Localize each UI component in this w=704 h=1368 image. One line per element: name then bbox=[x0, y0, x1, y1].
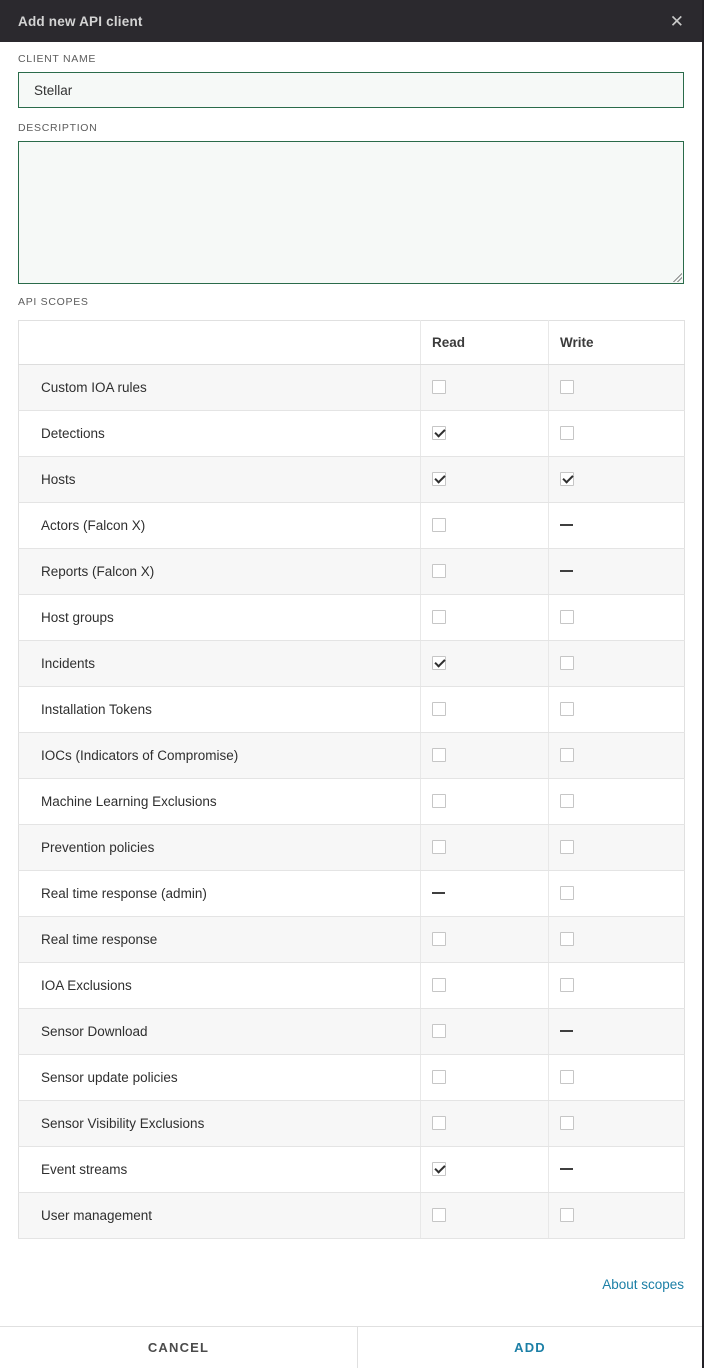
read-cell bbox=[421, 825, 549, 871]
dialog-title: Add new API client bbox=[18, 13, 143, 29]
read-cell bbox=[421, 365, 549, 411]
read-cell bbox=[421, 641, 549, 687]
scope-row bbox=[19, 687, 685, 733]
write-cell bbox=[549, 963, 685, 1009]
description-field-wrap bbox=[18, 141, 684, 284]
read-checkbox[interactable] bbox=[432, 932, 446, 946]
read-cell bbox=[421, 779, 549, 825]
write-cell bbox=[549, 917, 685, 963]
scope-row bbox=[19, 1101, 685, 1147]
client-name-label: CLIENT NAME bbox=[18, 53, 97, 65]
scope-name: User management bbox=[19, 1193, 421, 1239]
scope-row bbox=[19, 963, 685, 1009]
scope-name-column-header bbox=[19, 321, 421, 365]
write-checkbox[interactable] bbox=[560, 794, 574, 808]
scope-name: Prevention policies bbox=[19, 825, 421, 871]
read-cell bbox=[421, 917, 549, 963]
scope-name: Actors (Falcon X) bbox=[19, 503, 421, 549]
scope-row bbox=[19, 1009, 685, 1055]
read-checkbox[interactable] bbox=[432, 1116, 446, 1130]
read-checkbox[interactable] bbox=[432, 656, 446, 670]
client-name-input[interactable] bbox=[18, 72, 684, 108]
write-cell bbox=[549, 365, 685, 411]
read-cell bbox=[421, 871, 549, 917]
not-applicable-dash bbox=[560, 1030, 573, 1032]
read-checkbox[interactable] bbox=[432, 840, 446, 854]
scopes-table-body bbox=[19, 365, 685, 1239]
read-cell bbox=[421, 1009, 549, 1055]
write-checkbox[interactable] bbox=[560, 702, 574, 716]
description-input[interactable] bbox=[18, 141, 684, 284]
scope-row bbox=[19, 825, 685, 871]
read-cell bbox=[421, 1055, 549, 1101]
read-cell bbox=[421, 963, 549, 1009]
read-checkbox[interactable] bbox=[432, 380, 446, 394]
write-cell bbox=[549, 1193, 685, 1239]
not-applicable-dash bbox=[560, 524, 573, 526]
scope-name: Sensor Download bbox=[19, 1009, 421, 1055]
not-applicable-dash bbox=[432, 892, 445, 894]
scope-row bbox=[19, 595, 685, 641]
about-scopes-link[interactable]: About scopes bbox=[602, 1277, 684, 1292]
read-checkbox[interactable] bbox=[432, 978, 446, 992]
scope-name: Event streams bbox=[19, 1147, 421, 1193]
cancel-button[interactable]: CANCEL bbox=[0, 1327, 358, 1368]
dialog-content bbox=[0, 42, 702, 1294]
read-cell bbox=[421, 503, 549, 549]
write-checkbox[interactable] bbox=[560, 840, 574, 854]
write-cell bbox=[549, 687, 685, 733]
scope-name: Sensor Visibility Exclusions bbox=[19, 1101, 421, 1147]
scope-name: Reports (Falcon X) bbox=[19, 549, 421, 595]
write-cell bbox=[549, 871, 685, 917]
scope-name: IOCs (Indicators of Compromise) bbox=[19, 733, 421, 779]
read-checkbox[interactable] bbox=[432, 1070, 446, 1084]
read-checkbox[interactable] bbox=[432, 1162, 446, 1176]
scope-row bbox=[19, 549, 685, 595]
scope-row bbox=[19, 365, 685, 411]
read-checkbox[interactable] bbox=[432, 1024, 446, 1038]
scope-row bbox=[19, 733, 685, 779]
scope-row bbox=[19, 1055, 685, 1101]
write-cell bbox=[549, 1055, 685, 1101]
read-cell bbox=[421, 411, 549, 457]
write-cell bbox=[549, 503, 685, 549]
read-checkbox[interactable] bbox=[432, 794, 446, 808]
scope-name: IOA Exclusions bbox=[19, 963, 421, 1009]
add-button[interactable]: ADD bbox=[514, 1340, 546, 1355]
write-checkbox[interactable] bbox=[560, 932, 574, 946]
write-checkbox[interactable] bbox=[560, 1070, 574, 1084]
scope-row bbox=[19, 1147, 685, 1193]
write-cell bbox=[549, 733, 685, 779]
scopes-header-row bbox=[19, 321, 685, 365]
scope-row bbox=[19, 411, 685, 457]
write-cell bbox=[549, 1147, 685, 1193]
write-cell bbox=[549, 411, 685, 457]
scope-name: Hosts bbox=[19, 457, 421, 503]
scope-row bbox=[19, 871, 685, 917]
write-checkbox[interactable] bbox=[560, 1116, 574, 1130]
scope-row bbox=[19, 641, 685, 687]
read-cell bbox=[421, 549, 549, 595]
read-column-header: Read bbox=[421, 321, 549, 365]
write-checkbox[interactable] bbox=[560, 656, 574, 670]
api-scopes-table bbox=[18, 320, 685, 1239]
scope-name: Real time response bbox=[19, 917, 421, 963]
scope-name: Sensor update policies bbox=[19, 1055, 421, 1101]
write-checkbox[interactable] bbox=[560, 472, 574, 486]
scope-name: Host groups bbox=[19, 595, 421, 641]
write-cell bbox=[549, 779, 685, 825]
read-checkbox[interactable] bbox=[432, 472, 446, 486]
scope-name: Custom IOA rules bbox=[19, 365, 421, 411]
write-checkbox[interactable] bbox=[560, 380, 574, 394]
scope-row bbox=[19, 503, 685, 549]
scope-name: Machine Learning Exclusions bbox=[19, 779, 421, 825]
write-checkbox[interactable] bbox=[560, 426, 574, 440]
write-cell bbox=[549, 549, 685, 595]
read-cell bbox=[421, 1147, 549, 1193]
about-row bbox=[18, 1276, 684, 1294]
read-cell bbox=[421, 687, 549, 733]
dialog-footer bbox=[0, 1326, 702, 1368]
write-checkbox[interactable] bbox=[560, 978, 574, 992]
scope-row bbox=[19, 917, 685, 963]
write-checkbox[interactable] bbox=[560, 610, 574, 624]
read-cell bbox=[421, 595, 549, 641]
api-scopes-label: API SCOPES bbox=[18, 296, 89, 308]
close-icon[interactable]: ✕ bbox=[669, 11, 684, 31]
read-cell bbox=[421, 1101, 549, 1147]
scope-name: Detections bbox=[19, 411, 421, 457]
write-checkbox[interactable] bbox=[560, 1208, 574, 1222]
scope-row bbox=[19, 1193, 685, 1239]
read-cell bbox=[421, 1193, 549, 1239]
read-cell bbox=[421, 733, 549, 779]
read-cell bbox=[421, 457, 549, 503]
read-checkbox[interactable] bbox=[432, 1208, 446, 1222]
read-checkbox[interactable] bbox=[432, 702, 446, 716]
write-cell bbox=[549, 825, 685, 871]
dialog-header bbox=[0, 0, 702, 42]
not-applicable-dash bbox=[560, 1168, 573, 1170]
read-checkbox[interactable] bbox=[432, 564, 446, 578]
write-cell bbox=[549, 595, 685, 641]
scope-row bbox=[19, 779, 685, 825]
description-label: DESCRIPTION bbox=[18, 122, 98, 134]
scope-name: Installation Tokens bbox=[19, 687, 421, 733]
read-checkbox[interactable] bbox=[432, 748, 446, 762]
write-column-header: Write bbox=[549, 321, 685, 365]
scope-name: Real time response (admin) bbox=[19, 871, 421, 917]
scope-row bbox=[19, 457, 685, 503]
resize-handle-icon[interactable] bbox=[673, 273, 682, 282]
read-checkbox[interactable] bbox=[432, 426, 446, 440]
write-cell bbox=[549, 1101, 685, 1147]
write-cell bbox=[549, 641, 685, 687]
scope-name: Incidents bbox=[19, 641, 421, 687]
read-checkbox[interactable] bbox=[432, 518, 446, 532]
write-cell bbox=[549, 1009, 685, 1055]
read-checkbox[interactable] bbox=[432, 610, 446, 624]
write-checkbox[interactable] bbox=[560, 886, 574, 900]
not-applicable-dash bbox=[560, 570, 573, 572]
write-checkbox[interactable] bbox=[560, 748, 574, 762]
write-cell bbox=[549, 457, 685, 503]
